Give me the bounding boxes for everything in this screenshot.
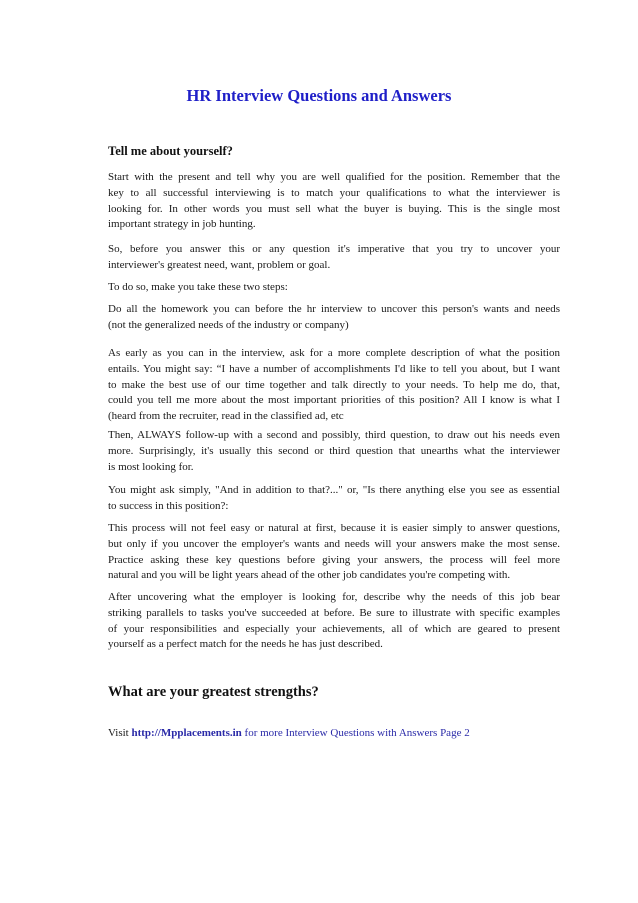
footer-page-info: for more Interview Questions with Answers Page 2 [244,727,470,739]
paragraph-line: This process will not feel easy or natural at first, because it is easier simply to answer questions, [108,522,560,534]
body-paragraph [108,590,560,653]
section-heading-greatest-strengths: What are your greatest strengths? [108,684,319,700]
paragraph-line: entails. You might say: “I have a number of accomplishments I'd like to tell you about, but I want [108,362,560,375]
paragraph-line: Practice asking these key questions before giving your answers, the process will feel more [108,553,560,566]
footer-website-link[interactable]: http://Mpplacements.in [131,727,242,739]
body-paragraph [108,170,560,233]
paragraph-line: So, before you answer this or any question it's imperative that you try to uncover your [108,243,560,255]
paragraph-line: looking for. In other words you must sell what the buyer is buying. This is the single most [108,202,560,215]
section-heading-tell-me-about-yourself: Tell me about yourself? [108,144,233,158]
paragraph-line: As early as you can in the interview, ask for a more complete description of what the position [108,347,560,359]
paragraph-line: important strategy in job hunting. [108,218,256,231]
paragraph-line: Do all the homework you can before the hr interview to uncover this person's wants and needs [108,303,560,315]
paragraph-line: After uncovering what the employer is looking for, describe why the needs of this job bear [108,591,560,603]
footer-visit-text: Visit [108,727,129,739]
paragraph-line: interviewer's greatest need, want, problem or goal. [108,258,331,271]
body-paragraph [108,483,560,515]
paragraph-line: more. Surprisingly, it's usually this second or third question that unearths what the interviewer [108,444,560,457]
paragraph-line: to success in this position?: [108,499,229,512]
body-paragraph [108,302,560,334]
page-footer [108,727,470,739]
paragraph-line: striking parallels to tasks you've succeeded at before. Be sure to illustrate with specific examples [108,606,560,619]
paragraph-line: You might ask simply, "And in addition to that?..." or, "Is there anything else you see as essential [108,484,560,496]
body-paragraph [108,280,560,296]
paragraph-line: to make the best use of our time together and talk directly to your needs. To help me do, that, [108,378,560,391]
body-paragraph [108,521,560,584]
paragraph-line: natural and you will be light years ahead of the other job candidates you're competing with. [108,569,511,582]
paragraph-line: Then, ALWAYS follow-up with a second and possibly, third question, to draw out his needs even [108,429,560,441]
paragraph-line: To do so, make you take these two steps: [108,281,288,293]
paragraph-line: (not the generalized needs of the industry or company) [108,318,349,331]
page-title: HR Interview Questions and Answers [186,86,452,105]
body-paragraph [108,428,560,475]
paragraph-line: but only if you uncover the employer's wants and needs will your answers make the most sense. [108,537,560,550]
body-paragraph [108,242,560,274]
body-paragraph [108,346,560,425]
paragraph-line: of your responsibilities and especially your achievements, all of which are geared to present [108,622,560,635]
paragraph-line: (heard from the recruiter, read in the classified ad, etc [108,410,344,423]
paragraph-line: could you tell me more about the most important priorities of this position? All I know is what I [108,394,560,407]
paragraph-line: is most looking for. [108,460,194,473]
paragraph-line: key to all successful interviewing is to match your qualifications to what the interviewer is [108,186,560,199]
paragraph-line: Start with the present and tell why you are well qualified for the position. Remember that the [108,171,560,183]
paragraph-line: yourself as a perfect match for the needs he has just described. [108,638,383,651]
